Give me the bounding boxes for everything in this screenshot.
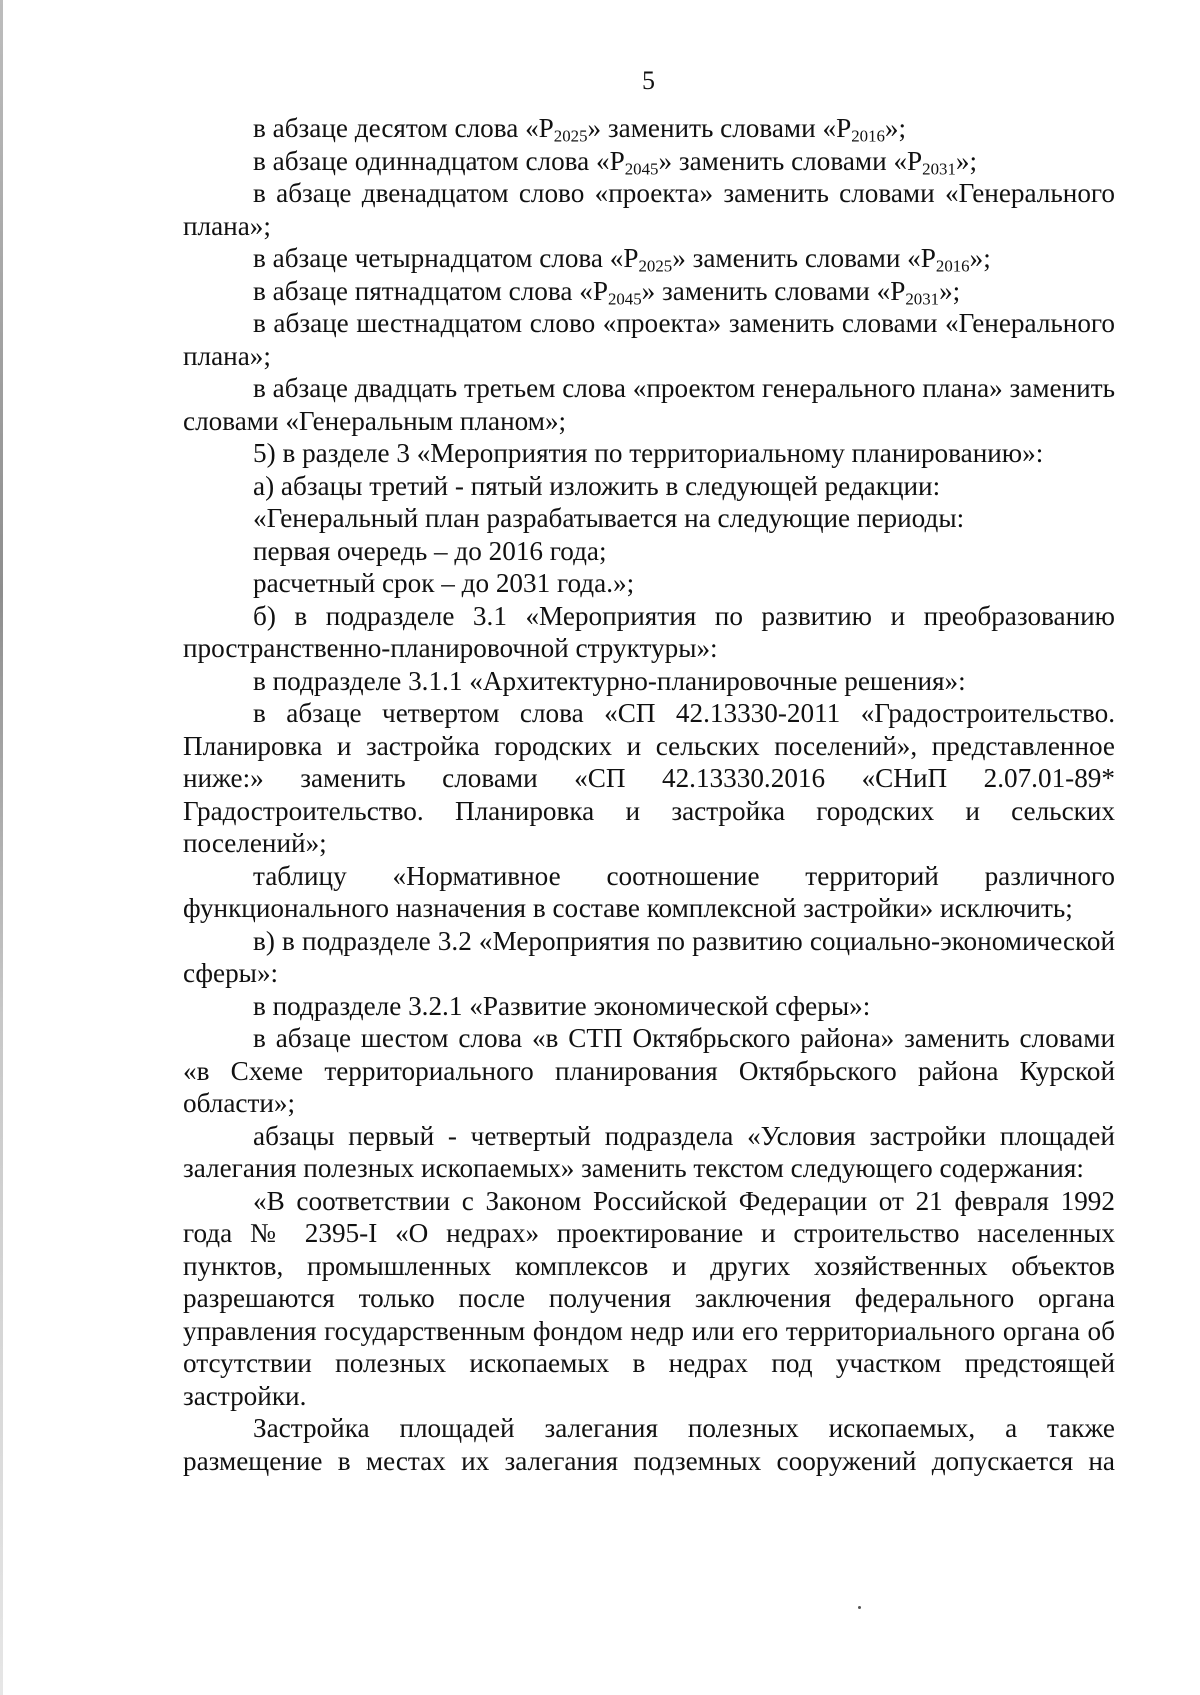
- paragraph: [183, 990, 1115, 1023]
- paragraph-text: «Генеральный план разрабатывается на следующие периоды:: [253, 503, 965, 533]
- subscript-index: 2045: [607, 289, 642, 309]
- paragraph-text: в абзаце двадцать третьем слова «проектом генерального плана» заменить словами «Генеральным планом»;: [183, 373, 1115, 436]
- paragraph-text: «В соответствии с Законом Российской Федерации от 21 февраля 1992 года № 2395-I «О недрах» проектирование и строительство населенных пунктов, промышленных комплексов и других хозяйственных объектов разрешаются только после получения заключения федерального органа управления государственным фондом недр или его территориального органа об отсутствии полезных ископаемых в недрах под участком предстоящей застройки.: [183, 1185, 1115, 1411]
- paragraph: [183, 860, 1115, 925]
- paragraph: [183, 697, 1115, 860]
- document-body: [183, 112, 1115, 1477]
- paragraph-text: а) абзацы третий - пятый изложить в следующей редакции:: [253, 470, 941, 501]
- paragraph: [183, 567, 1115, 600]
- paragraph-text: »;: [939, 275, 961, 306]
- paragraph-text: расчетный срок – до 2031 года.»;: [253, 568, 635, 598]
- paragraph-text: »;: [969, 243, 991, 273]
- paragraph-text: в абзаце четвертом слова «СП 42.13330-2011 «Градостроительство. Планировка и застройка городских и сельских поселений», представленное ниже:» заменить словами «СП 42.13330.2016 «СНиП 2.07.01-89* Градостроительство. Планировка и застройка городских и сельских поселений»;: [183, 698, 1115, 858]
- paragraph-text: 5) в разделе 3 «Мероприятия по территориальному планированию»:: [253, 438, 1044, 468]
- scan-dust-speck: [858, 1606, 861, 1609]
- page-number: 5: [642, 66, 655, 95]
- paragraph: [183, 502, 1115, 535]
- paragraph-text: » заменить словами «Р: [641, 275, 906, 306]
- paragraph: [183, 600, 1115, 665]
- paragraph-text: в подразделе 3.1.1 «Архитектурно-планировочные решения»:: [253, 665, 966, 696]
- paragraph-text: в абзаце десятом слова «Р: [253, 113, 554, 143]
- paragraph: [183, 275, 1115, 308]
- paragraph: [183, 925, 1115, 990]
- subscript-index: 2031: [922, 159, 956, 179]
- paragraph-text: » заменить словами «Р: [672, 243, 936, 273]
- subscript-index: 2025: [638, 256, 673, 276]
- paragraph-text: в абзаце шестнадцатом слово «проекта» заменить словами «Генерального плана»;: [183, 308, 1115, 371]
- paragraph: [183, 437, 1115, 470]
- paragraph-text: в абзаце шестом слова «в СТП Октябрьского района» заменить словами «в Схеме территориального планирования Октябрьского района Курской области»;: [183, 1023, 1115, 1118]
- paragraph: [183, 145, 1115, 178]
- paragraph-text: в абзаце четырнадцатом слова «Р: [253, 243, 639, 273]
- paragraph: [183, 177, 1115, 242]
- paragraph-text: Застройка площадей залегания полезных ископаемых, а также размещение в местах их залегания подземных сооружений допускается на: [183, 1413, 1115, 1476]
- scan-edge-shadow: [0, 0, 3, 1695]
- paragraph-text: »;: [955, 145, 978, 176]
- paragraph-text: в абзаце пятнадцатом слова «Р: [253, 275, 608, 306]
- paragraph: [183, 535, 1115, 568]
- paragraph-text: в абзаце одиннадцатом слова «Р: [253, 145, 625, 176]
- paragraph-text: б) в подразделе 3.1 «Мероприятия по развитию и преобразованию пространственно-планировочной структуры»:: [183, 600, 1115, 663]
- paragraph-text: первая очередь – до 2016 года;: [253, 535, 607, 566]
- paragraph: [183, 307, 1115, 372]
- subscript-index: 2016: [851, 126, 885, 146]
- paragraph: [183, 665, 1115, 698]
- paragraph-text: » заменить словами «Р: [658, 145, 923, 176]
- paragraph: [183, 1022, 1115, 1120]
- paragraph-text: в абзаце двенадцатом слово «проекта» заменить словами «Генерального плана»;: [183, 178, 1115, 241]
- subscript-index: 2045: [624, 159, 659, 179]
- paragraph: [183, 1412, 1115, 1477]
- paragraph: [183, 372, 1115, 437]
- paragraph-text: в подразделе 3.2.1 «Развитие экономической сферы»:: [253, 990, 871, 1021]
- paragraph-text: таблицу «Нормативное соотношение территорий различного функционального назначения в составе комплексной застройки» исключить;: [183, 860, 1115, 923]
- paragraph: [183, 242, 1115, 275]
- paragraph-text: абзацы первый - четвертый подраздела «Условия застройки площадей залегания полезных ископаемых» заменить текстом следующего содержания:: [183, 1120, 1115, 1183]
- paragraph: [183, 1120, 1115, 1185]
- paragraph: [183, 470, 1115, 503]
- paragraph-text: в) в подразделе 3.2 «Мероприятия по развитию социально-экономической сферы»:: [183, 925, 1115, 988]
- subscript-index: 2031: [905, 289, 940, 309]
- paragraph-text: »;: [884, 113, 907, 143]
- paragraph-text: » заменить словами «Р: [587, 113, 852, 143]
- subscript-index: 2025: [553, 126, 588, 146]
- subscript-index: 2016: [935, 256, 970, 276]
- paragraph: [183, 112, 1115, 145]
- paragraph: [183, 1185, 1115, 1413]
